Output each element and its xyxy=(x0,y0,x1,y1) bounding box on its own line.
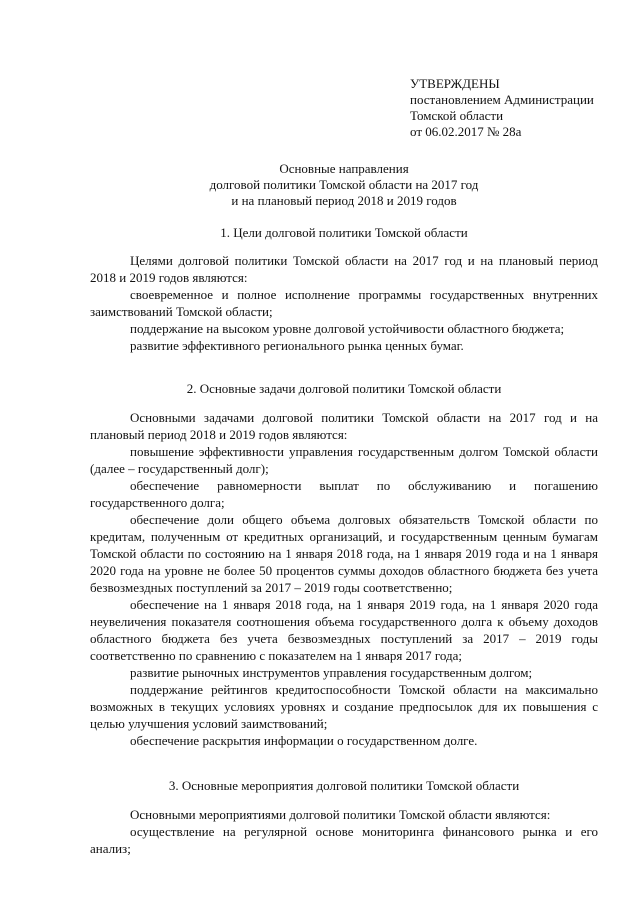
section-2-heading: 2. Основные задачи долговой политики Томской области xyxy=(186,381,502,396)
section-2-paragraph: обеспечение раскрытия информации о государственном долге. xyxy=(130,733,478,748)
title-line-3: и на плановый период 2018 и 2019 годов xyxy=(231,193,457,208)
section-2-paragraph: поддержание рейтингов кредитоспособности Томской области на максимально возможных в текущих условиях уровнях и создание предпосылок для их повышения с целью улучшения условий заимствований; xyxy=(90,682,598,731)
section-1-body xyxy=(90,252,598,354)
section-3-paragraph: Основными мероприятиями долговой политики Томской области являются: xyxy=(130,807,551,822)
title-line-1: Основные направления xyxy=(279,161,409,176)
approval-line-resolution: постановлением Администрации xyxy=(410,92,594,107)
section-1-paragraph: своевременное и полное исполнение программы государственных внутренних заимствований Томской области; xyxy=(90,287,598,319)
approval-line-region: Томской области xyxy=(410,108,504,123)
section-3-paragraph: осуществление на регулярной основе мониторинга финансового рынка и его анализ; xyxy=(90,824,598,856)
section-1-paragraph: развитие эффективного регионального рынка ценных бумаг. xyxy=(130,338,464,353)
approval-line-approved: УТВЕРЖДЕНЫ xyxy=(410,76,500,91)
section-1-heading: 1. Цели долговой политики Томской области xyxy=(220,225,468,240)
section-3-body xyxy=(90,806,598,857)
section-2-paragraph: повышение эффективности управления государственным долгом Томской области (далее – государственный долг); xyxy=(90,444,598,476)
section-2-body xyxy=(90,409,598,749)
section-1-paragraph: поддержание на высоком уровне долговой устойчивости областного бюджета; xyxy=(130,321,565,336)
title-line-2: долговой политики Томской области на 2017 год xyxy=(209,177,479,192)
document-title xyxy=(90,161,598,209)
section-2-paragraph: обеспечение на 1 января 2018 года, на 1 января 2019 года, на 1 января 2020 года неувеличения показателя соотношения объема государственного долга к объему доходов областного бюджета без учета безвозмездных поступлений за 2017 – 2019 годы соответственно по сравнению с показателем на 1 января 2017 года; xyxy=(90,597,598,663)
approval-stamp xyxy=(410,76,610,140)
section-1-paragraph: Целями долговой политики Томской области на 2017 год и на плановый период 2018 и 2019 годов являются: xyxy=(90,253,598,285)
section-2-paragraph: обеспечение равномерности выплат по обслуживанию и погашению государственного долга; xyxy=(90,478,598,510)
section-2-paragraph: развитие рыночных инструментов управления государственным долгом; xyxy=(130,665,533,680)
section-3-heading: 3. Основные мероприятия долговой политики Томской области xyxy=(168,778,520,793)
approval-line-date-number: от 06.02.2017 № 28а xyxy=(410,124,522,139)
section-2-paragraph: обеспечение доли общего объема долговых обязательств Томской области по кредитам, полученным от кредитных организаций, и государственным ценным бумагам Томской области по состоянию на 1 января 2018 года, на 1 января 2019 года и на 1 января 2020 года на уровне не более 50 процентов суммы доходов областного бюджета без учета безвозмездных поступлений за 2017 – 2019 годы соответственно; xyxy=(90,512,598,595)
section-2-paragraph: Основными задачами долговой политики Томской области на 2017 год и на плановый период 2018 и 2019 годов являются: xyxy=(90,410,598,442)
